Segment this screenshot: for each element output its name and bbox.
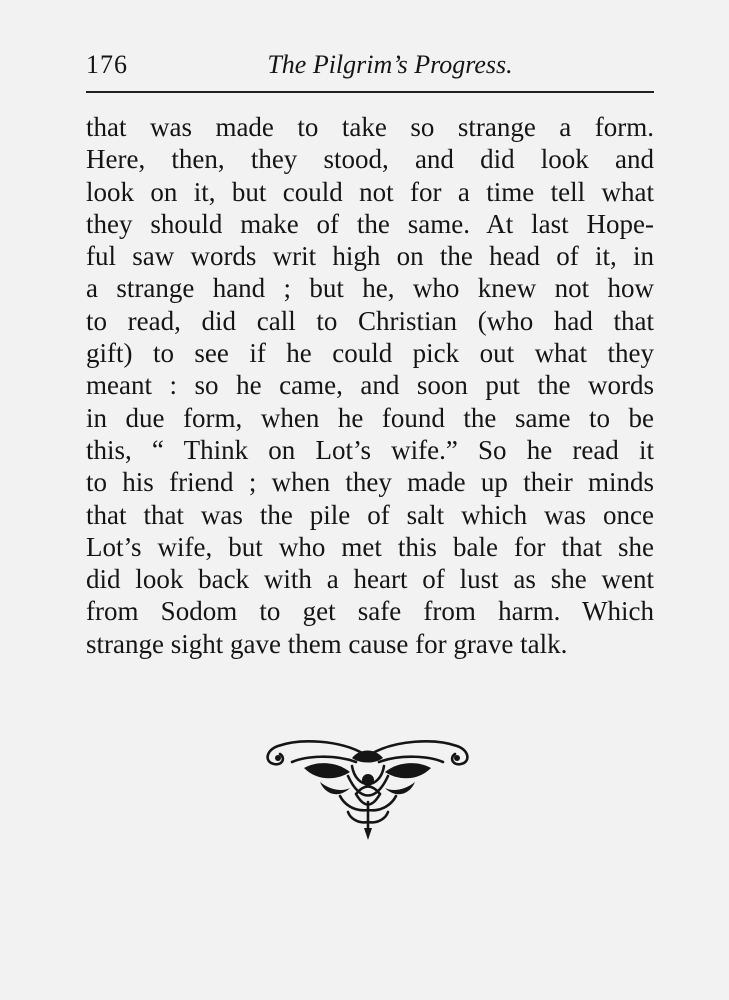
- text-line: did look back with a heart of lust as she went: [86, 564, 654, 595]
- text-line: Here, then, they stood, and did look and: [86, 144, 654, 175]
- page-number: 176: [86, 50, 128, 79]
- text-line: ful saw words writ high on the head of it, in: [86, 241, 654, 272]
- header-rule: [86, 91, 654, 93]
- running-title: The Pilgrim’s Progress.: [267, 50, 513, 79]
- text-line: strange sight gave them cause for grave talk.: [86, 628, 568, 659]
- text-line: in due form, when he found the same to be: [86, 402, 654, 433]
- floral-tailpiece-ornament-icon: [260, 732, 475, 842]
- text-line: to read, did call to Christian (who had that: [86, 305, 654, 336]
- text-line: meant : so he came, and soon put the words: [86, 370, 654, 401]
- text-line: they should make of the same. At last Hope-: [86, 208, 654, 239]
- page-header: [86, 50, 654, 86]
- body-text: [86, 111, 654, 660]
- text-line: from Sodom to get safe from harm. Which: [86, 596, 654, 627]
- text-line: to his friend ; when they made up their minds: [86, 467, 654, 498]
- text-line: this, “ Think on Lot’s wife.” So he read it: [86, 434, 654, 465]
- text-line: look on it, but could not for a time tell what: [86, 176, 654, 207]
- text-line: a strange hand ; but he, who knew not how: [86, 273, 654, 304]
- text-line: gift) to see if he could pick out what they: [86, 338, 654, 369]
- text-line: Lot’s wife, but who met this bale for that she: [86, 531, 654, 562]
- text-line: that was made to take so strange a form.: [86, 112, 654, 142]
- text-line: that that was the pile of salt which was once: [86, 499, 654, 530]
